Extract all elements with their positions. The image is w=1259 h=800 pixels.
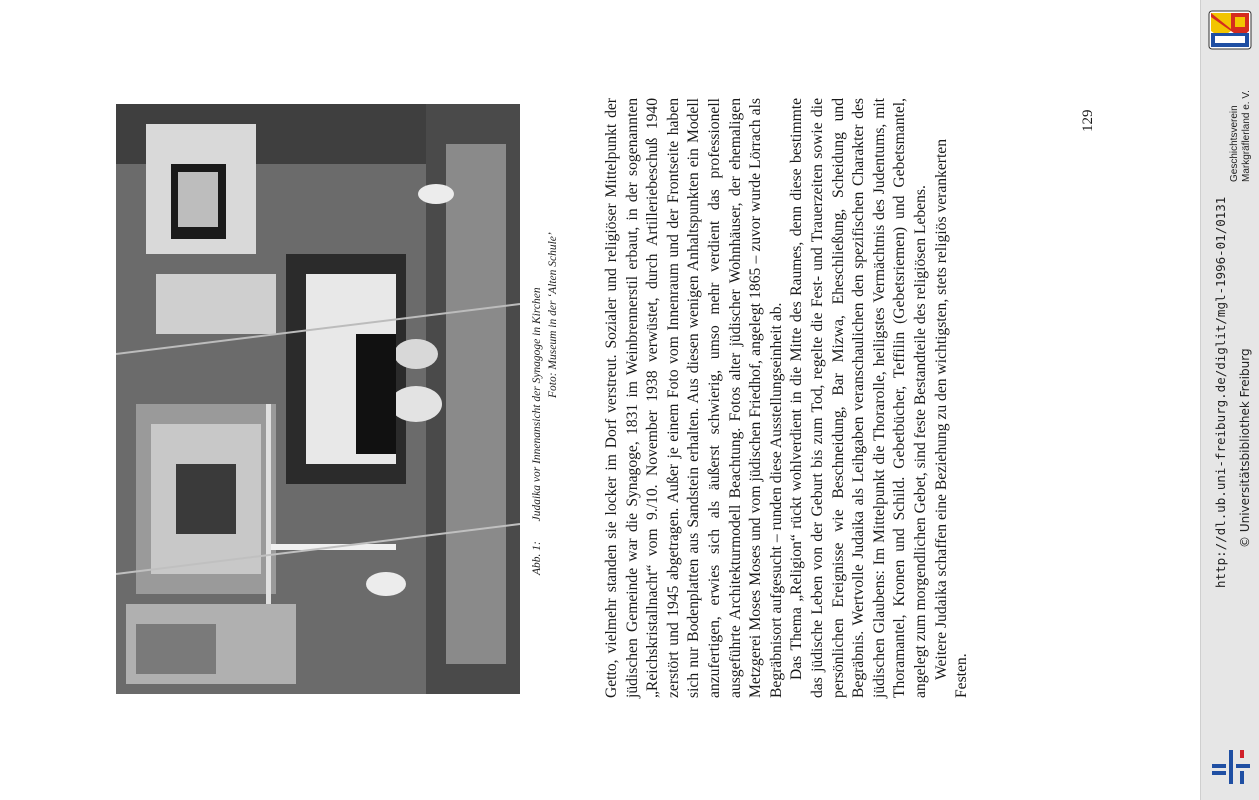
paragraph: Das Thema „Religion“ rückt wohlverdient in die Mitte des Raumes, denn diese bestimmte das jüdische Leben von der Geburt bis zum Tod, regelte die Fest- und Trauerzeiten sowie die persönlichen Ereignisse wie Beschneidung, Bar Mizwa, Eheschließung, Scheidung und Begräbnis. Wertvolle Judaika als Leihgaben veranschaulichen den spezifischen Charakter des jüdischen Glaubens: Im Mittelpunkt die Thorarolle, heiligstes Vermächtnis des Judentums, mit Thoramantel, Kronen und Schild. Gebetbücher, Teffilin (Gebetsriemen) und Gebetsmantel, angelegt zum morgendlichen Gebet, sind feste Bestandteile des religiösen Lebens. bbox=[788, 98, 929, 698]
ub-freiburg-logo-icon bbox=[1212, 748, 1252, 786]
page-number: 129 bbox=[1080, 109, 1096, 132]
body-text bbox=[602, 98, 1042, 698]
figure-caption bbox=[531, 287, 543, 575]
org-name-line2: Markgräflerland e. V. bbox=[1241, 90, 1252, 182]
paragraph: Weitere Judaika schaffen eine Beziehung zu den wichtigsten, stets religiös verankerten Festen. bbox=[932, 138, 971, 698]
paragraph: Getto, vielmehr standen sie locker im Dorf verstreut. Sozialer und religiöser Mittelpunkt der jüdischen Gemeinde war die Synagoge, 1831 im Weinbrennerstil erbaut, in der sogenannten „Reichskristallnacht“ vom 9./10. November 1938 verwüstet, durch Artilleriebeschuß 1940 zerstört und 1945 abgetragen. Außer je einem Foto vom Innenraum und der Frontseite haben sich nur Bodenplatten aus Sandstein erhalten. Aus diesen wenigen Anhaltspunkten ein Modell anzufertigen, erwies sich als äußerst schwierig, umso mehr verdient das professionell ausgeführte Architekturmodell Beachtung. Fotos alter jüdischer Wohnhäuser, der ehemaligen Metzgerei Moses Moses und vom jüdischen Friedhof, angelegt 1865 – zuvor wurde Lörrach als Begräbnisort aufgesucht – runden diese Ausstellungseinheit ab. bbox=[603, 98, 785, 698]
copyright-notice: © Universitätsbibliothek Freiburg bbox=[1238, 348, 1252, 548]
org-name-line1: Geschichtsverein bbox=[1229, 105, 1240, 182]
coat-of-arms-icon bbox=[1207, 9, 1253, 51]
photo-credit: Foto: Museum in der ‘Alten Schule’ bbox=[547, 232, 559, 398]
document-url[interactable]: http://dl.ub.uni-freiburg.de/diglit/mgl-1996-01/0131 bbox=[1213, 196, 1228, 588]
figure-text: Judaika vor Innenansicht der Synagoge in Kirchen bbox=[531, 287, 543, 522]
figure-label: Abb. 1: bbox=[531, 541, 543, 575]
exhibition-photo bbox=[116, 104, 520, 694]
